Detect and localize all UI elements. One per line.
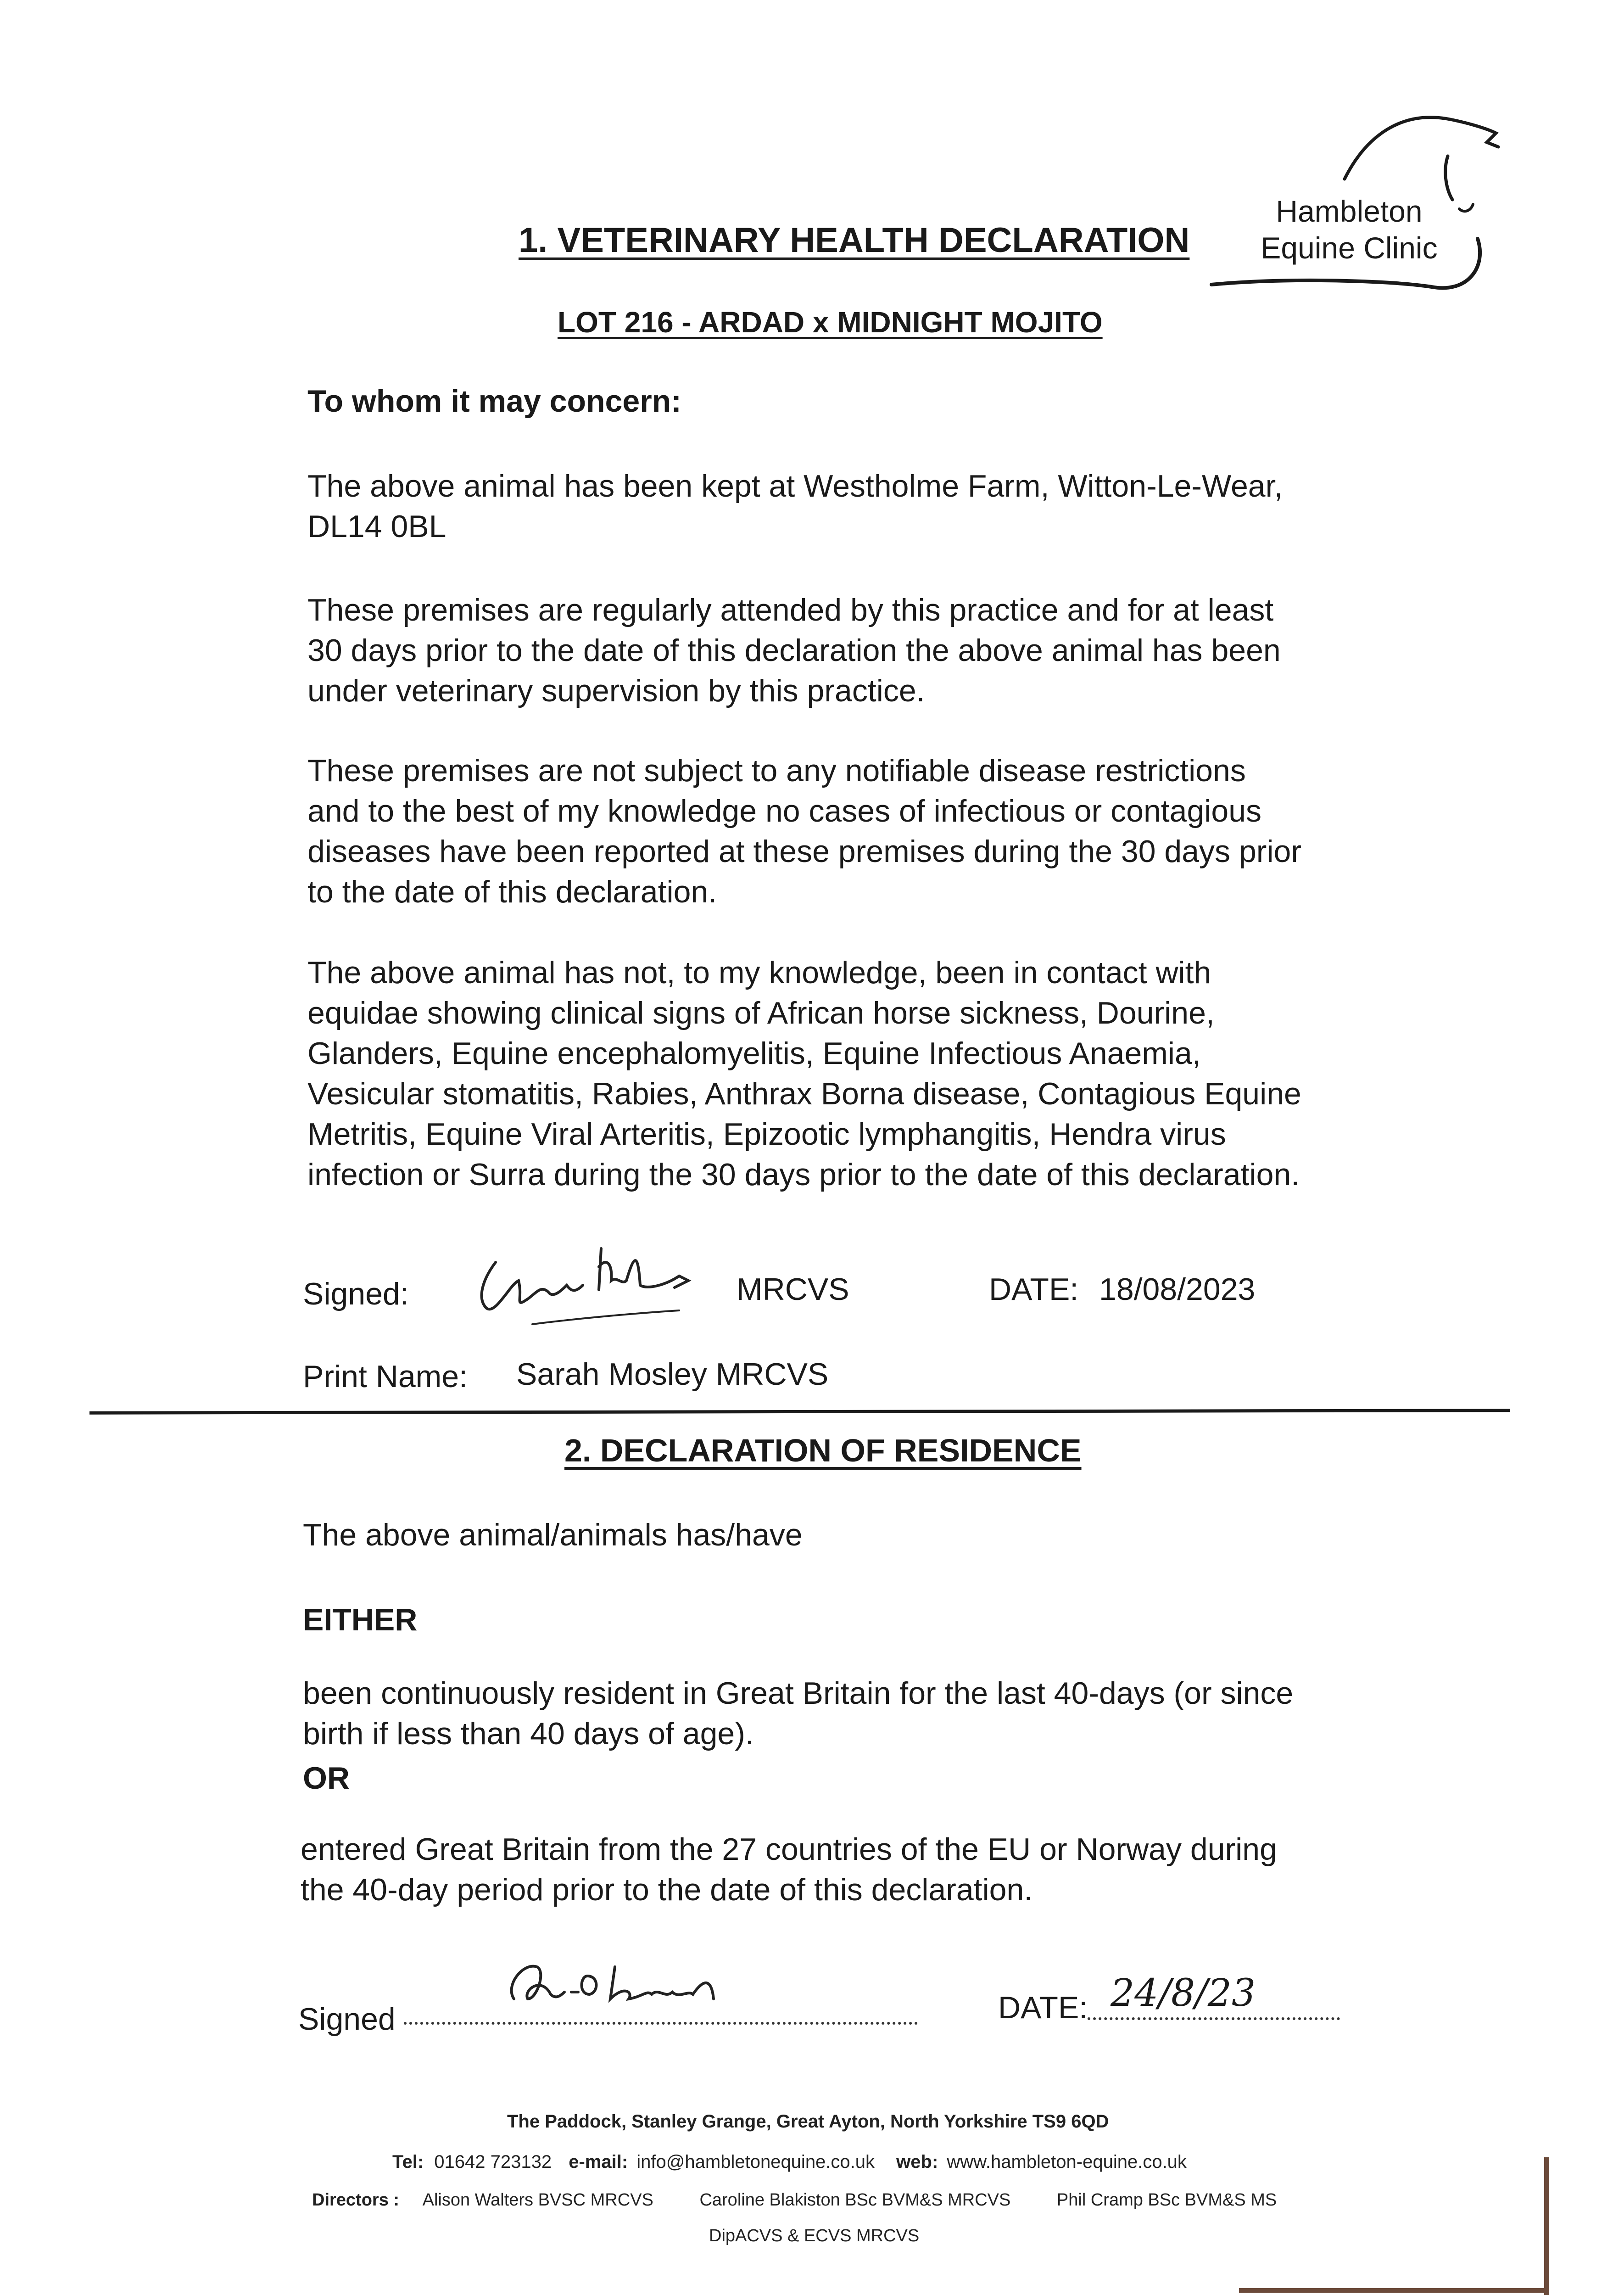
email-value: info@hambletonequine.co.uk [636,2152,875,2172]
paragraph-disease-restrictions [307,750,1592,912]
tel-value: 01642 723132 [434,2152,552,2172]
date-label-2: DATE: [998,1990,1088,2025]
footer-directors [312,2190,1277,2210]
text-line: infection or Surra during the 30 days prior to the date of this declaration. [307,1157,1300,1192]
signature-1-icon [468,1230,725,1336]
text-line: diseases have been reported at these premises during the 30 days prior [307,834,1301,869]
text-line: been continuously resident in Great Britain for the last 40-days (or since [303,1676,1294,1711]
text-line: The above animal has not, to my knowledge, been in contact with [307,955,1211,990]
director-3: Phil Cramp BSc BVM&S MS [1056,2190,1277,2210]
salutation: To whom it may concern: [307,384,681,419]
print-name-value: Sarah Mosley MRCVS [516,1357,829,1392]
text-line: Vesicular stomatitis, Rabies, Anthrax Borna disease, Contagious Equine [307,1076,1301,1111]
text-line: These premises are regularly attended by this practice and for at least [307,593,1274,627]
paragraph-supervision [307,590,1592,711]
either-label: EITHER [303,1602,418,1637]
residence-intro: The above animal/animals has/have [303,1517,803,1552]
signed-label-1: Signed: [303,1276,409,1311]
text-line: DL14 0BL [307,509,446,544]
text-line: Metritis, Equine Viral Arteritis, Epizootic lymphangitis, Hendra virus [307,1117,1226,1152]
text-line: Glanders, Equine encephalomyelitis, Equine Infectious Anaemia, [307,1036,1201,1071]
directors-label: Directors : [312,2190,400,2210]
signed-suffix: MRCVS [737,1272,849,1307]
text-line: These premises are not subject to any notifiable disease restrictions [307,753,1246,788]
footer-contact [392,2152,1187,2172]
print-name-label: Print Name: [303,1359,468,1394]
text-line: entered Great Britain from the 27 countries of the EU or Norway during [301,1832,1277,1867]
director-1: Alison Walters BVSC MRCVS [422,2190,653,2210]
section1-title: 1. VETERINARY HEALTH DECLARATION [519,221,1190,260]
section2-title: 2. DECLARATION OF RESIDENCE [564,1433,1082,1468]
web-label: web: [896,2152,938,2172]
signature-2-icon [496,1948,753,2017]
text-line: equidae showing clinical signs of African horse sickness, Dourine, [307,996,1215,1030]
or-label: OR [303,1761,350,1796]
paragraph-premises-location [307,466,1592,547]
director-2: Caroline Blakiston BSc BVM&S MRCVS [699,2190,1011,2210]
scan-edge-shadow [1239,2288,1549,2293]
residence-option-1 [303,1673,1588,1754]
text-line: the 40-day period prior to the date of this declaration. [301,1872,1033,1907]
text-line: The above animal has been kept at Westholme Farm, Witton-Le-Wear, [307,469,1283,504]
director-3-continued: DipACVS & ECVS MRCVS [709,2226,920,2245]
tel-label: Tel: [392,2152,424,2172]
text-line: birth if less than 40 days of age). [303,1716,754,1751]
scan-edge-shadow [1544,2157,1549,2295]
lot-heading: LOT 216 - ARDAD x MIDNIGHT MOJITO [558,306,1103,339]
section-divider [89,1409,1510,1414]
footer-address: The Paddock, Stanley Grange, Great Ayton, North Yorkshire TS9 6QD [507,2111,1109,2132]
clinic-logo [1193,101,1505,312]
date-value-2: 24/8/23 [1111,1971,1256,2015]
logo-line-2: Equine Clinic [1261,231,1438,265]
web-value: www.hambleton-equine.co.uk [947,2152,1187,2172]
paragraph-contact-diseases [307,952,1592,1195]
text-line: to the date of this declaration. [307,874,717,909]
text-line: 30 days prior to the date of this declaration the above animal has been [307,633,1281,668]
logo-line-1: Hambleton [1276,194,1423,228]
text-line: and to the best of my knowledge no cases of infectious or contagious [307,794,1262,828]
date-value-1: 18/08/2023 [1099,1272,1256,1307]
text-line: under veterinary supervision by this practice. [307,673,925,708]
date-label-1: DATE: [989,1272,1079,1307]
residence-option-2 [301,1829,1585,1910]
email-label: e-mail: [569,2152,628,2172]
signed-label-2: Signed [298,2002,396,2037]
